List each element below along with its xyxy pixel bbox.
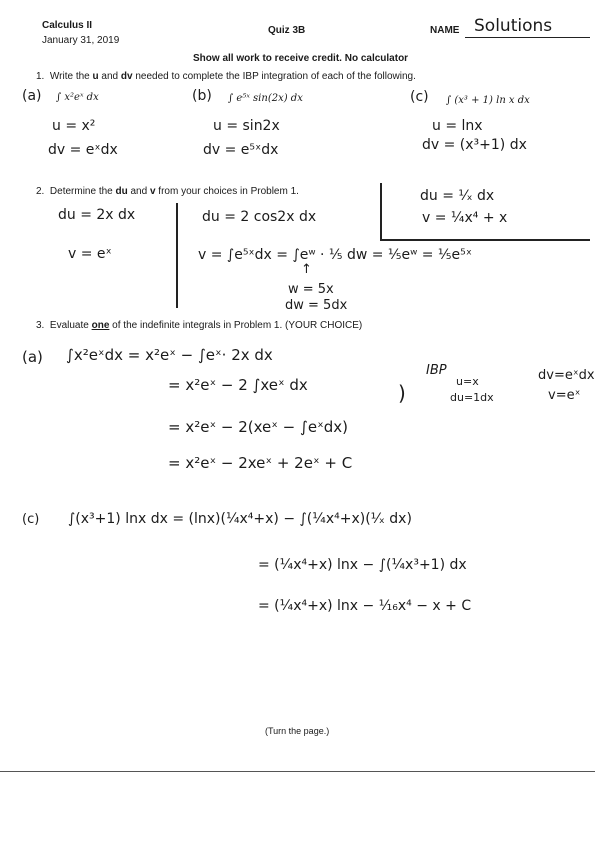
problem3c-line1: ∫(x³+1) lnx dx = (lnx)(¼x⁴+x) − ∫(¼x⁴+x)(¹⁄ₓ dx) — [68, 511, 412, 527]
problem1a-dv: dv = eˣdx — [48, 142, 118, 158]
problem3c-line2: = (¼x⁴+x) lnx − ∫(¼x³+1) dx — [258, 557, 467, 573]
problem2b-sub-dw: dw = 5dx — [285, 298, 348, 313]
problem3a-label: (a) — [22, 348, 43, 366]
problem1b-u: u = sin2x — [213, 118, 280, 134]
problem2c-du: du = ¹⁄ₓ dx — [420, 188, 495, 204]
problem1c-integral: ∫ (x³ + 1) ln x dx — [446, 95, 530, 106]
problem2-prompt: 2. Determine the du and v from your choices in Problem 1. — [36, 186, 299, 197]
problem1b-integral: ∫ e⁵ˣ sin(2x) dx — [228, 93, 303, 104]
problem3c-label: (c) — [22, 512, 40, 527]
problem3c-line3: = (¼x⁴+x) lnx − ¹⁄₁₆x⁴ − x + C — [258, 598, 472, 614]
ibp-label: IBP — [426, 363, 447, 378]
ibp-dv: dv=eˣdx — [538, 368, 595, 383]
problem1c-u: u = lnx — [432, 118, 483, 134]
substitution-arrow: ↑ — [301, 262, 312, 277]
instructions: Show all work to receive credit. No calculator — [193, 53, 409, 64]
problem3a-line2: = x²eˣ − 2 ∫xeˣ dx — [168, 376, 308, 394]
divider-right — [380, 183, 382, 241]
problem1a-integral: ∫ x²eˣ dx — [56, 92, 99, 103]
problem2b-sub-w: w = 5x — [288, 282, 334, 297]
ibp-brace: ) — [398, 381, 406, 405]
problem3a-line3: = x²eˣ − 2(xeˣ − ∫eˣdx) — [168, 418, 348, 436]
problem1-prompt: 1. Write the u and dv needed to complete the IBP integration of each of the following. — [36, 71, 416, 82]
problem1c-dv: dv = (x³+1) dx — [422, 137, 527, 153]
problem3a-line1: ∫x²eˣdx = x²eˣ − ∫eˣ· 2x dx — [66, 346, 273, 364]
problem2b-v: v = ∫e⁵ˣdx = ∫eʷ · ⅕ dw = ⅕eʷ = ⅕e⁵ˣ — [198, 247, 472, 263]
name-underline — [465, 37, 590, 38]
problem1b-label: (b) — [192, 88, 212, 104]
name-value: Solutions — [474, 16, 553, 36]
page-edge-line — [0, 771, 595, 772]
problem1a-label: (a) — [22, 88, 42, 104]
quiz-date: January 31, 2019 — [42, 35, 120, 46]
problem2a-v: v = eˣ — [68, 246, 112, 262]
divider-left — [176, 203, 178, 308]
problem1a-u: u = x² — [52, 118, 96, 134]
problem2c-v: v = ¼x⁴ + x — [422, 210, 508, 226]
problem1c-label: (c) — [410, 89, 429, 105]
problem2a-du: du = 2x dx — [58, 207, 136, 223]
quiz-title: Quiz 3B — [268, 25, 306, 36]
problem1b-dv: dv = e⁵ˣdx — [203, 142, 279, 158]
ibp-v: v=eˣ — [548, 388, 581, 403]
divider-bottom — [381, 239, 590, 241]
ibp-u: u=x — [456, 375, 479, 388]
ibp-du: du=1dx — [450, 391, 494, 404]
name-label: NAME — [430, 25, 460, 36]
problem3-prompt: 3. Evaluate one of the indefinite integrals in Problem 1. (YOUR CHOICE) — [36, 320, 363, 331]
problem3a-line4: = x²eˣ − 2xeˣ + 2eˣ + C — [168, 454, 353, 472]
course-title: Calculus II — [42, 20, 93, 31]
turn-page-note: (Turn the page.) — [265, 726, 330, 736]
problem2b-du: du = 2 cos2x dx — [202, 209, 317, 225]
